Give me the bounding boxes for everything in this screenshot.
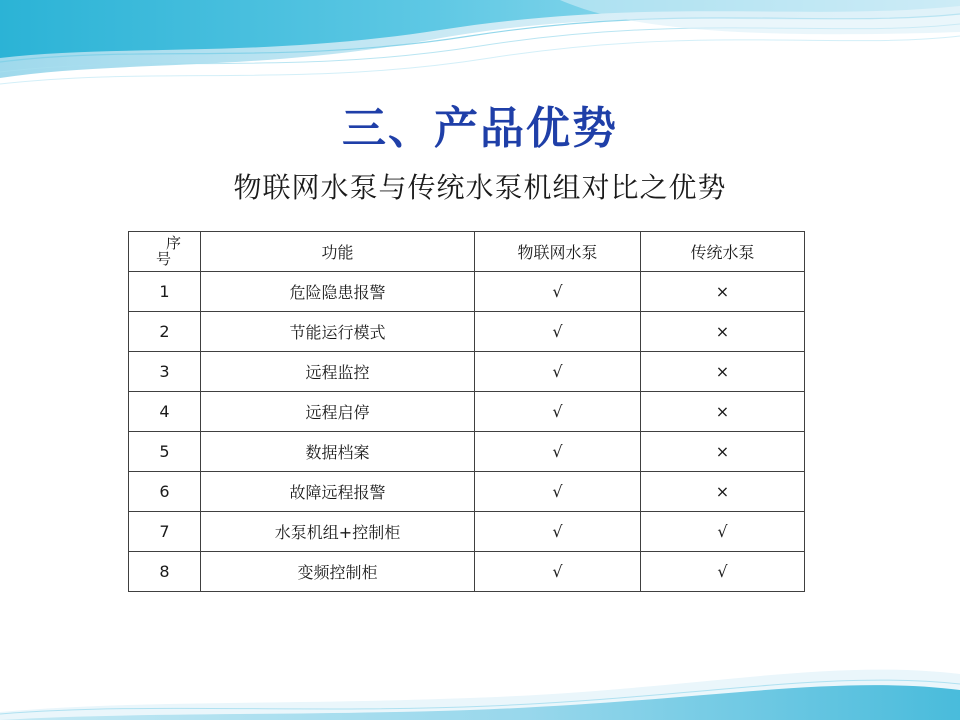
cell-no: 5 [129,432,201,472]
cell-function: 危险隐患报警 [201,272,475,312]
cell-traditional-mark: √ [641,512,805,552]
table-row [129,552,805,592]
table-row [129,272,805,312]
table-row [129,392,805,432]
cell-traditional-mark: √ [641,552,805,592]
decorative-wave-bottom [0,640,960,720]
column-header-iot-pump: 物联网水泵 [475,232,641,272]
cell-iot-mark: √ [475,512,641,552]
table-row [129,512,805,552]
cell-no: 2 [129,312,201,352]
table-row [129,312,805,352]
cell-function: 节能运行模式 [201,312,475,352]
cell-function: 故障远程报警 [201,472,475,512]
cell-traditional-mark: × [641,432,805,472]
column-header-traditional-pump: 传统水泵 [641,232,805,272]
cell-traditional-mark: × [641,392,805,432]
cell-iot-mark: √ [475,312,641,352]
column-header-no-line1: 序 [165,233,181,252]
cell-no: 8 [129,552,201,592]
cell-function: 水泵机组+控制柜 [201,512,475,552]
cell-no: 6 [129,472,201,512]
comparison-table [128,231,805,592]
cell-function: 远程监控 [201,352,475,392]
cell-traditional-mark: × [641,352,805,392]
cell-no: 7 [129,512,201,552]
cell-iot-mark: √ [475,552,641,592]
cell-iot-mark: √ [475,272,641,312]
column-header-no [129,232,201,272]
cell-no: 3 [129,352,201,392]
table-row [129,432,805,472]
cell-function: 远程启停 [201,392,475,432]
cell-no: 1 [129,272,201,312]
cell-function: 变频控制柜 [201,552,475,592]
cell-iot-mark: √ [475,472,641,512]
cell-iot-mark: √ [475,352,641,392]
table-row [129,472,805,512]
column-header-no-line2: 号 [155,250,171,269]
cell-function: 数据档案 [201,432,475,472]
cell-iot-mark: √ [475,432,641,472]
cell-no: 4 [129,392,201,432]
cell-traditional-mark: × [641,472,805,512]
table-header-row [129,232,805,272]
table-row [129,352,805,392]
cell-iot-mark: √ [475,392,641,432]
cell-traditional-mark: × [641,312,805,352]
column-header-function: 功能 [201,232,475,272]
page-title: 三、产品优势 [342,103,618,154]
page-subtitle: 物联网水泵与传统水泵机组对比之优势 [233,171,727,204]
comparison-table-container [128,231,804,592]
cell-traditional-mark: × [641,272,805,312]
